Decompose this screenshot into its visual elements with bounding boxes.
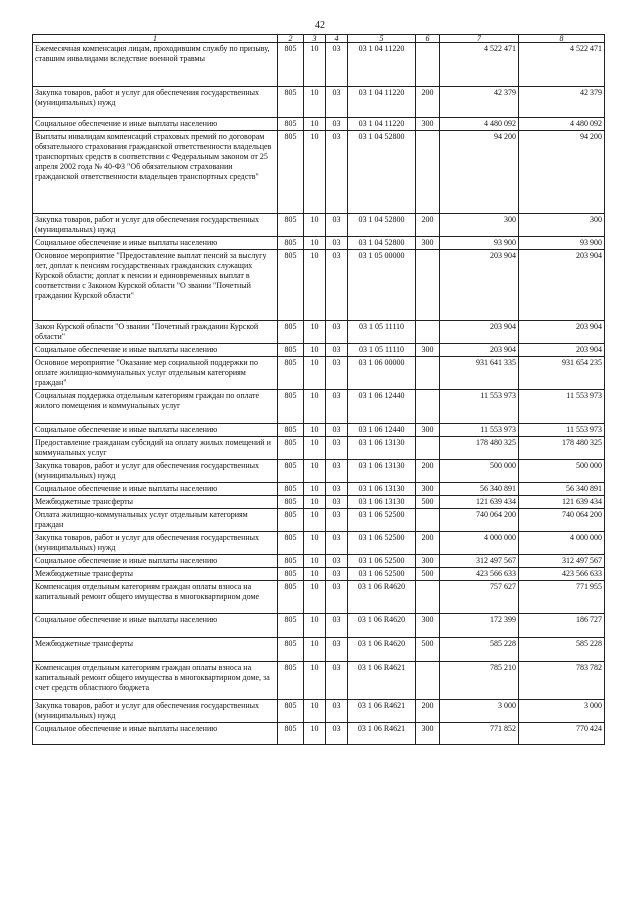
row-rz: 10 [304, 460, 326, 483]
page-number: 42 [315, 20, 325, 31]
row-rz: 10 [304, 509, 326, 532]
row-rz: 10 [304, 118, 326, 131]
row-pr: 03 [326, 509, 348, 532]
row-sum-1: 4 522 471 [440, 43, 519, 87]
row-grbs: 805 [278, 568, 304, 581]
row-grbs: 805 [278, 237, 304, 250]
row-grbs: 805 [278, 662, 304, 700]
row-pr: 03 [326, 496, 348, 509]
row-name: Предоставление гражданам субсидий на оплату жилых помещений и коммунальных услуг [33, 437, 278, 460]
header-row [33, 35, 605, 43]
row-name: Межбюджетные трансферты [33, 568, 278, 581]
table-row [33, 214, 605, 237]
row-pr: 03 [326, 437, 348, 460]
row-name: Основное мероприятие "Оказание мер социальной поддержки по оплате жилищно-коммунальных услуг отдельным категориям граждан" [33, 357, 278, 390]
row-csr: 03 1 06 R4620 [348, 581, 416, 614]
row-vr [416, 662, 440, 700]
row-rz: 10 [304, 483, 326, 496]
row-name: Межбюджетные трансферты [33, 638, 278, 662]
row-vr: 200 [416, 87, 440, 118]
row-sum-2: 783 782 [519, 662, 605, 700]
row-vr: 500 [416, 496, 440, 509]
row-sum-1: 121 639 434 [440, 496, 519, 509]
row-sum-1: 771 852 [440, 723, 519, 745]
table-row [33, 496, 605, 509]
row-pr: 03 [326, 357, 348, 390]
row-name: Социальное обеспечение и иные выплаты населению [33, 424, 278, 437]
row-rz: 10 [304, 43, 326, 87]
row-csr: 03 1 06 12440 [348, 390, 416, 424]
row-vr: 200 [416, 460, 440, 483]
row-pr: 03 [326, 321, 348, 344]
row-sum-1: 4 000 000 [440, 532, 519, 555]
row-grbs: 805 [278, 614, 304, 638]
row-grbs: 805 [278, 357, 304, 390]
table-row [33, 237, 605, 250]
row-sum-2: 203 904 [519, 344, 605, 357]
row-sum-2: 771 955 [519, 581, 605, 614]
row-csr: 03 1 06 52500 [348, 555, 416, 568]
row-csr: 03 1 06 R4620 [348, 614, 416, 638]
row-name: Социальное обеспечение и иные выплаты населению [33, 344, 278, 357]
row-pr: 03 [326, 638, 348, 662]
table-row [33, 321, 605, 344]
row-rz: 10 [304, 662, 326, 700]
row-csr: 03 1 06 52500 [348, 532, 416, 555]
row-csr: 03 1 04 11220 [348, 118, 416, 131]
row-sum-1: 178 480 325 [440, 437, 519, 460]
row-sum-1: 93 900 [440, 237, 519, 250]
row-vr [416, 321, 440, 344]
row-name: Закон Курской области "О звании "Почетный гражданин Курской области" [33, 321, 278, 344]
row-vr [416, 509, 440, 532]
row-name: Социальное обеспечение и иные выплаты населению [33, 555, 278, 568]
row-pr: 03 [326, 390, 348, 424]
row-csr: 03 1 04 11220 [348, 43, 416, 87]
row-name: Социальное обеспечение и иные выплаты населению [33, 723, 278, 745]
row-pr: 03 [326, 237, 348, 250]
row-pr: 03 [326, 662, 348, 700]
row-csr: 03 1 06 13130 [348, 460, 416, 483]
row-rz: 10 [304, 614, 326, 638]
header-cell: 5 [348, 35, 416, 43]
row-vr [416, 390, 440, 424]
header-cell: 8 [519, 35, 605, 43]
row-sum-2: 56 340 891 [519, 483, 605, 496]
table-row [33, 43, 605, 87]
row-name: Выплаты инвалидам компенсаций страховых премий по договорам обязательного страхования гражданской ответственности владельцев транспортных средств в соответствии с Федеральным законом от 25 апреля 2002 года № 40-ФЗ "Об обязательном страховании гражданской ответственности владельцев транспортных средств" [33, 131, 278, 214]
row-name: Социальное обеспечение и иные выплаты населению [33, 483, 278, 496]
row-name: Закупка товаров, работ и услуг для обеспечения государственных (муниципальных) нужд [33, 460, 278, 483]
row-sum-2: 11 553 973 [519, 424, 605, 437]
table-row [33, 555, 605, 568]
row-grbs: 805 [278, 509, 304, 532]
row-name: Закупка товаров, работ и услуг для обеспечения государственных (муниципальных) нужд [33, 214, 278, 237]
row-grbs: 805 [278, 581, 304, 614]
header-cell: 1 [33, 35, 278, 43]
header-cell: 3 [304, 35, 326, 43]
row-csr: 03 1 06 52500 [348, 509, 416, 532]
row-sum-1: 740 064 200 [440, 509, 519, 532]
row-pr: 03 [326, 555, 348, 568]
row-grbs: 805 [278, 250, 304, 321]
table-row [33, 723, 605, 745]
row-vr: 300 [416, 614, 440, 638]
row-sum-2: 312 497 567 [519, 555, 605, 568]
row-csr: 03 1 06 R4621 [348, 723, 416, 745]
row-rz: 10 [304, 390, 326, 424]
row-sum-2: 770 424 [519, 723, 605, 745]
row-sum-1: 785 210 [440, 662, 519, 700]
row-sum-2: 121 639 434 [519, 496, 605, 509]
table-row [33, 357, 605, 390]
row-vr: 500 [416, 638, 440, 662]
row-rz: 10 [304, 581, 326, 614]
row-vr: 300 [416, 237, 440, 250]
row-vr [416, 581, 440, 614]
table-row [33, 424, 605, 437]
row-sum-1: 757 627 [440, 581, 519, 614]
row-csr: 03 1 06 13130 [348, 483, 416, 496]
row-name: Социальное обеспечение и иные выплаты населению [33, 118, 278, 131]
table-row [33, 532, 605, 555]
row-sum-1: 11 553 973 [440, 390, 519, 424]
row-rz: 10 [304, 87, 326, 118]
row-vr: 200 [416, 700, 440, 723]
row-csr: 03 1 06 R4620 [348, 638, 416, 662]
row-vr: 300 [416, 483, 440, 496]
table-row [33, 568, 605, 581]
row-sum-2: 42 379 [519, 87, 605, 118]
row-grbs: 805 [278, 483, 304, 496]
row-csr: 03 1 06 13130 [348, 437, 416, 460]
row-rz: 10 [304, 555, 326, 568]
row-grbs: 805 [278, 390, 304, 424]
row-rz: 10 [304, 496, 326, 509]
row-sum-2: 94 200 [519, 131, 605, 214]
row-grbs: 805 [278, 118, 304, 131]
row-rz: 10 [304, 237, 326, 250]
row-pr: 03 [326, 568, 348, 581]
table-row [33, 131, 605, 214]
row-csr: 03 1 04 11220 [348, 87, 416, 118]
row-grbs: 805 [278, 723, 304, 745]
row-name: Оплата жилищно-коммунальных услуг отдельным категориям граждан [33, 509, 278, 532]
row-csr: 03 1 06 13130 [348, 496, 416, 509]
row-name: Закупка товаров, работ и услуг для обеспечения государственных (муниципальных) нужд [33, 700, 278, 723]
table-row [33, 118, 605, 131]
row-csr: 03 1 05 00000 [348, 250, 416, 321]
row-sum-2: 931 654 235 [519, 357, 605, 390]
row-grbs: 805 [278, 638, 304, 662]
row-vr [416, 131, 440, 214]
row-grbs: 805 [278, 437, 304, 460]
row-pr: 03 [326, 43, 348, 87]
row-sum-1: 94 200 [440, 131, 519, 214]
row-sum-2: 178 480 325 [519, 437, 605, 460]
row-rz: 10 [304, 723, 326, 745]
row-sum-1: 172 399 [440, 614, 519, 638]
row-name: Компенсация отдельным категориям граждан оплаты взноса на капитальный ремонт общего имущества в многоквартирном доме, за счет средств областного бюджета [33, 662, 278, 700]
row-name: Социальное обеспечение и иные выплаты населению [33, 614, 278, 638]
row-sum-1: 423 566 633 [440, 568, 519, 581]
row-sum-1: 11 553 973 [440, 424, 519, 437]
row-rz: 10 [304, 532, 326, 555]
row-pr: 03 [326, 723, 348, 745]
row-pr: 03 [326, 483, 348, 496]
table-row [33, 344, 605, 357]
row-sum-2: 423 566 633 [519, 568, 605, 581]
row-sum-2: 4 000 000 [519, 532, 605, 555]
row-csr: 03 1 06 R4621 [348, 662, 416, 700]
row-vr [416, 250, 440, 321]
budget-table [32, 34, 605, 745]
row-pr: 03 [326, 532, 348, 555]
table-row [33, 509, 605, 532]
row-sum-1: 203 904 [440, 344, 519, 357]
row-pr: 03 [326, 131, 348, 214]
row-sum-1: 42 379 [440, 87, 519, 118]
row-grbs: 805 [278, 214, 304, 237]
row-sum-1: 585 228 [440, 638, 519, 662]
row-grbs: 805 [278, 532, 304, 555]
row-vr: 300 [416, 424, 440, 437]
row-name: Закупка товаров, работ и услуг для обеспечения государственных (муниципальных) нужд [33, 532, 278, 555]
row-grbs: 805 [278, 424, 304, 437]
row-pr: 03 [326, 581, 348, 614]
row-sum-2: 203 904 [519, 321, 605, 344]
row-name: Закупка товаров, работ и услуг для обеспечения государственных (муниципальных) нужд [33, 87, 278, 118]
row-pr: 03 [326, 460, 348, 483]
table-row [33, 638, 605, 662]
row-csr: 03 1 04 52800 [348, 131, 416, 214]
row-vr: 300 [416, 723, 440, 745]
header-cell: 2 [278, 35, 304, 43]
row-pr: 03 [326, 344, 348, 357]
row-rz: 10 [304, 424, 326, 437]
row-sum-1: 931 641 335 [440, 357, 519, 390]
row-csr: 03 1 04 52800 [348, 214, 416, 237]
table-row [33, 662, 605, 700]
row-grbs: 805 [278, 43, 304, 87]
row-sum-2: 203 904 [519, 250, 605, 321]
row-grbs: 805 [278, 460, 304, 483]
table-row [33, 250, 605, 321]
row-vr: 300 [416, 344, 440, 357]
table-row [33, 581, 605, 614]
row-csr: 03 1 06 00000 [348, 357, 416, 390]
row-rz: 10 [304, 568, 326, 581]
row-sum-2: 3 000 [519, 700, 605, 723]
row-grbs: 805 [278, 700, 304, 723]
table-row [33, 614, 605, 638]
header-cell: 6 [416, 35, 440, 43]
table-row [33, 87, 605, 118]
row-vr: 500 [416, 568, 440, 581]
row-name: Компенсация отдельным категориям граждан оплаты взноса на капитальный ремонт общего имущества в многоквартирном доме [33, 581, 278, 614]
row-sum-2: 93 900 [519, 237, 605, 250]
row-sum-2: 500 000 [519, 460, 605, 483]
row-sum-2: 4 522 471 [519, 43, 605, 87]
row-vr [416, 43, 440, 87]
row-grbs: 805 [278, 344, 304, 357]
table-row [33, 437, 605, 460]
row-rz: 10 [304, 638, 326, 662]
row-pr: 03 [326, 424, 348, 437]
row-sum-2: 300 [519, 214, 605, 237]
row-rz: 10 [304, 214, 326, 237]
row-sum-1: 312 497 567 [440, 555, 519, 568]
row-name: Социальная поддержка отдельным категориям граждан по оплате жилого помещения и коммунальных услуг [33, 390, 278, 424]
row-csr: 03 1 04 52800 [348, 237, 416, 250]
row-sum-1: 4 480 092 [440, 118, 519, 131]
row-vr [416, 437, 440, 460]
row-csr: 03 1 05 11110 [348, 321, 416, 344]
row-sum-1: 300 [440, 214, 519, 237]
row-grbs: 805 [278, 321, 304, 344]
header-cell: 7 [440, 35, 519, 43]
row-pr: 03 [326, 214, 348, 237]
row-csr: 03 1 05 11110 [348, 344, 416, 357]
table-row [33, 700, 605, 723]
table-row [33, 390, 605, 424]
row-grbs: 805 [278, 555, 304, 568]
row-csr: 03 1 06 12440 [348, 424, 416, 437]
row-grbs: 805 [278, 131, 304, 214]
row-grbs: 805 [278, 496, 304, 509]
table-row [33, 460, 605, 483]
row-sum-2: 740 064 200 [519, 509, 605, 532]
row-csr: 03 1 06 52500 [348, 568, 416, 581]
row-pr: 03 [326, 250, 348, 321]
row-rz: 10 [304, 344, 326, 357]
row-sum-1: 203 904 [440, 250, 519, 321]
row-sum-2: 11 553 973 [519, 390, 605, 424]
row-name: Межбюджетные трансферты [33, 496, 278, 509]
row-pr: 03 [326, 118, 348, 131]
row-rz: 10 [304, 131, 326, 214]
row-pr: 03 [326, 614, 348, 638]
row-sum-2: 4 480 092 [519, 118, 605, 131]
row-vr [416, 357, 440, 390]
row-sum-1: 203 904 [440, 321, 519, 344]
row-rz: 10 [304, 700, 326, 723]
row-name: Социальное обеспечение и иные выплаты населению [33, 237, 278, 250]
row-name: Ежемесячная компенсация лицам, проходившим службу по призыву, ставшим инвалидами вследствие военной травмы [33, 43, 278, 87]
row-name: Основное мероприятие "Предоставление выплат пенсий за выслугу лет, доплат к пенсиям государственных гражданских служащих Курской области; доплат к пенсии и единовременных выплат в соответствии с Законом Курской области "О звании "Почетный гражданин Курской области" [33, 250, 278, 321]
row-csr: 03 1 06 R4621 [348, 700, 416, 723]
row-sum-1: 500 000 [440, 460, 519, 483]
table-row [33, 483, 605, 496]
row-pr: 03 [326, 87, 348, 118]
row-sum-2: 186 727 [519, 614, 605, 638]
row-rz: 10 [304, 250, 326, 321]
row-vr: 300 [416, 118, 440, 131]
row-sum-2: 585 228 [519, 638, 605, 662]
row-vr: 200 [416, 532, 440, 555]
row-vr: 300 [416, 555, 440, 568]
row-pr: 03 [326, 700, 348, 723]
row-rz: 10 [304, 437, 326, 460]
row-sum-1: 3 000 [440, 700, 519, 723]
row-grbs: 805 [278, 87, 304, 118]
row-rz: 10 [304, 321, 326, 344]
row-vr: 200 [416, 214, 440, 237]
row-sum-1: 56 340 891 [440, 483, 519, 496]
row-rz: 10 [304, 357, 326, 390]
header-cell: 4 [326, 35, 348, 43]
